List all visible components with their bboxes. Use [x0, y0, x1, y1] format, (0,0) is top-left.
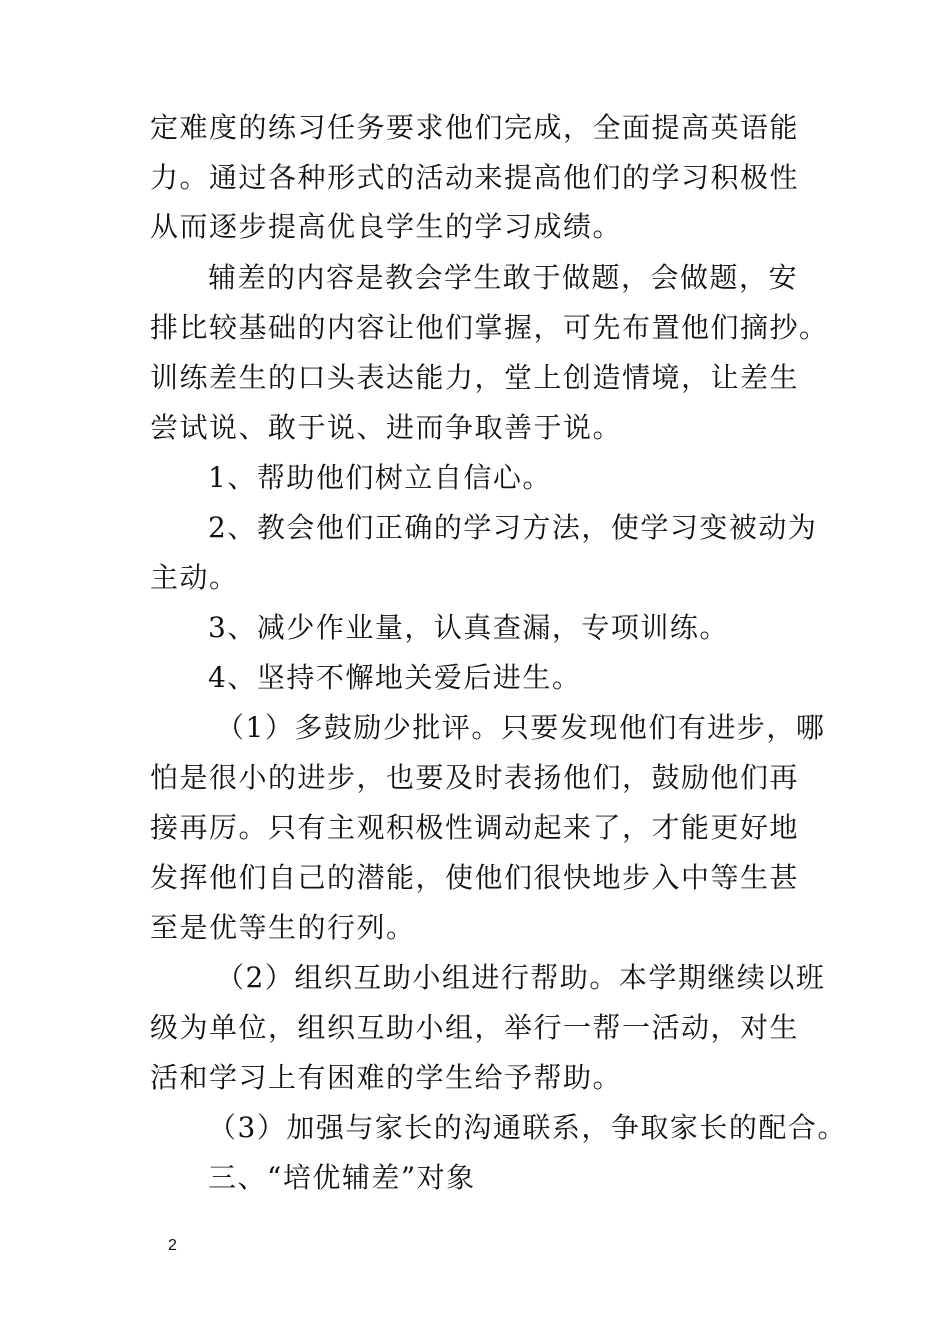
text-line: 从而逐步提高优良学生的学习成绩。: [150, 210, 623, 243]
text-line: 活和学习上有困难的学生给予帮助。: [150, 1061, 623, 1094]
text-line: 2、教会他们正确的学习方法，使学习变被动为: [208, 511, 818, 544]
section-heading: 三、“培优辅差”对象: [208, 1161, 476, 1194]
text-line: 接再厉。只有主观积极性调动起来了，才能更好地: [150, 811, 800, 844]
text-line: 发挥他们自己的潜能，使他们很快地步入中等生甚: [150, 861, 800, 894]
text-line: 怕是很小的进步，也要及时表扬他们，鼓励他们再: [150, 761, 800, 794]
text-line: 排比较基础的内容让他们掌握，可先布置他们摘抄。: [150, 311, 829, 344]
text-line: 力。通过各种形式的活动来提高他们的学习积极性: [150, 161, 800, 194]
text-line: （2）组织互助小组进行帮助。本学期继续以班: [216, 961, 826, 994]
text-line: 4、坚持不懈地关爱后进生。: [208, 661, 582, 694]
text-line: 主动。: [150, 561, 239, 594]
page-number: 2: [168, 1237, 177, 1254]
text-line: （3）加强与家长的沟通联系，争取家长的配合。: [208, 1111, 847, 1144]
text-line: 定难度的练习任务要求他们完成，全面提高英语能: [150, 111, 800, 144]
text-line: 辅差的内容是教会学生敢于做题，会做题，安: [208, 261, 799, 294]
text-line: 尝试说、敢于说、进而争取善于说。: [150, 411, 623, 444]
text-line: 3、减少作业量，认真查漏，专项训练。: [208, 611, 729, 644]
text-line: （1）多鼓励少批评。只要发现他们有进步，哪: [216, 711, 826, 744]
text-line: 至是优等生的行列。: [150, 911, 416, 944]
text-line: 1、帮助他们树立自信心。: [208, 461, 552, 494]
text-line: 训练差生的口头表达能力，堂上创造情境，让差生: [150, 361, 800, 394]
text-line: 级为单位，组织互助小组，举行一帮一活动，对生: [150, 1011, 800, 1044]
